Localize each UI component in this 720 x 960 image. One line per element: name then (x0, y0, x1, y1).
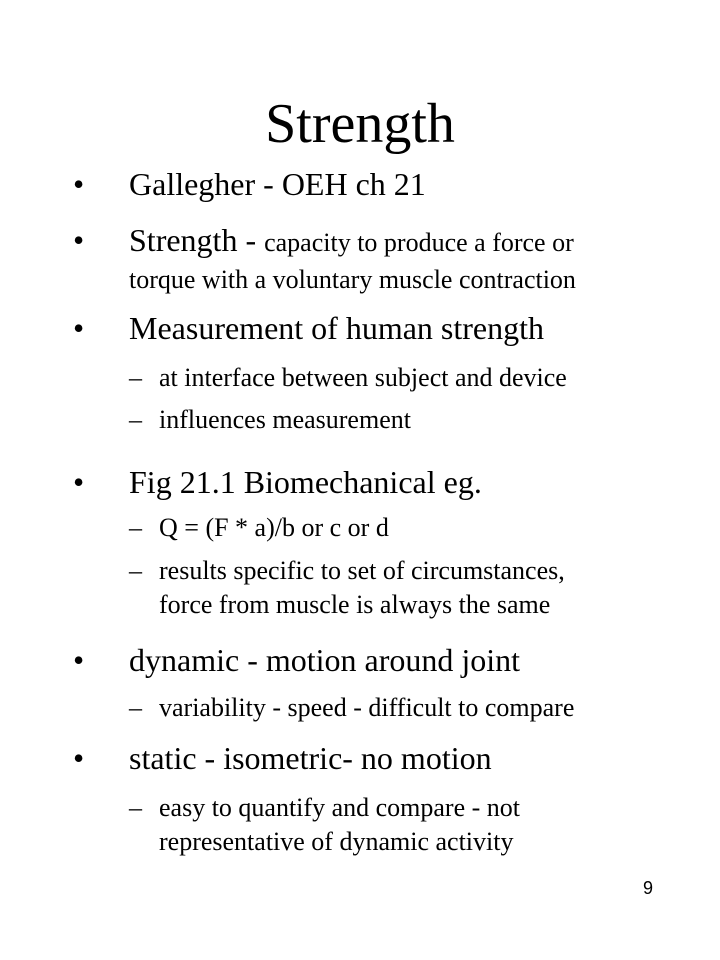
bullet-glyph: • (73, 310, 85, 346)
bullet-text-continuation: torque with a voluntary muscle contraction (129, 265, 576, 294)
bullet-text: static - isometric- no motion (129, 740, 492, 776)
dash-glyph: – (129, 693, 142, 722)
bullet-glyph: • (73, 642, 85, 678)
sub-bullet-text-continuation: representative of dynamic activity (159, 827, 514, 856)
sub-bullet-text: influences measurement (159, 405, 411, 434)
sub-bullet-text: results specific to set of circumstances, (159, 556, 565, 585)
dash-glyph: – (129, 793, 142, 822)
bullet-text: dynamic - motion around joint (129, 642, 521, 678)
dash-glyph: – (129, 363, 142, 392)
sub-bullet-text: easy to quantify and compare - not (159, 793, 520, 822)
bullet-text (129, 222, 574, 261)
bullet-text: Measurement of human strength (129, 310, 544, 346)
sub-bullet-text: at interface between subject and device (159, 363, 567, 392)
bullet-glyph: • (73, 166, 85, 202)
bullet-lead: Strength - (129, 222, 265, 258)
bullet-glyph: • (73, 222, 85, 258)
bullet-glyph: • (73, 464, 85, 500)
dash-glyph: – (129, 556, 142, 585)
dash-glyph: – (129, 513, 142, 542)
bullet-definition: capacity to produce a force or (264, 228, 574, 257)
bullet-glyph: • (73, 740, 85, 776)
dash-glyph: – (129, 405, 142, 434)
bullet-text: Fig 21.1 Biomechanical eg. (129, 464, 482, 500)
sub-bullet-text: Q = (F * a)/b or c or d (159, 513, 389, 542)
page-number: 9 (643, 878, 654, 898)
sub-bullet-text-continuation: force from muscle is always the same (159, 590, 551, 619)
bullet-text: Gallegher - OEH ch 21 (129, 166, 426, 202)
slide-title: Strength (265, 93, 455, 155)
sub-bullet-text: variability - speed - difficult to compare (159, 693, 575, 722)
